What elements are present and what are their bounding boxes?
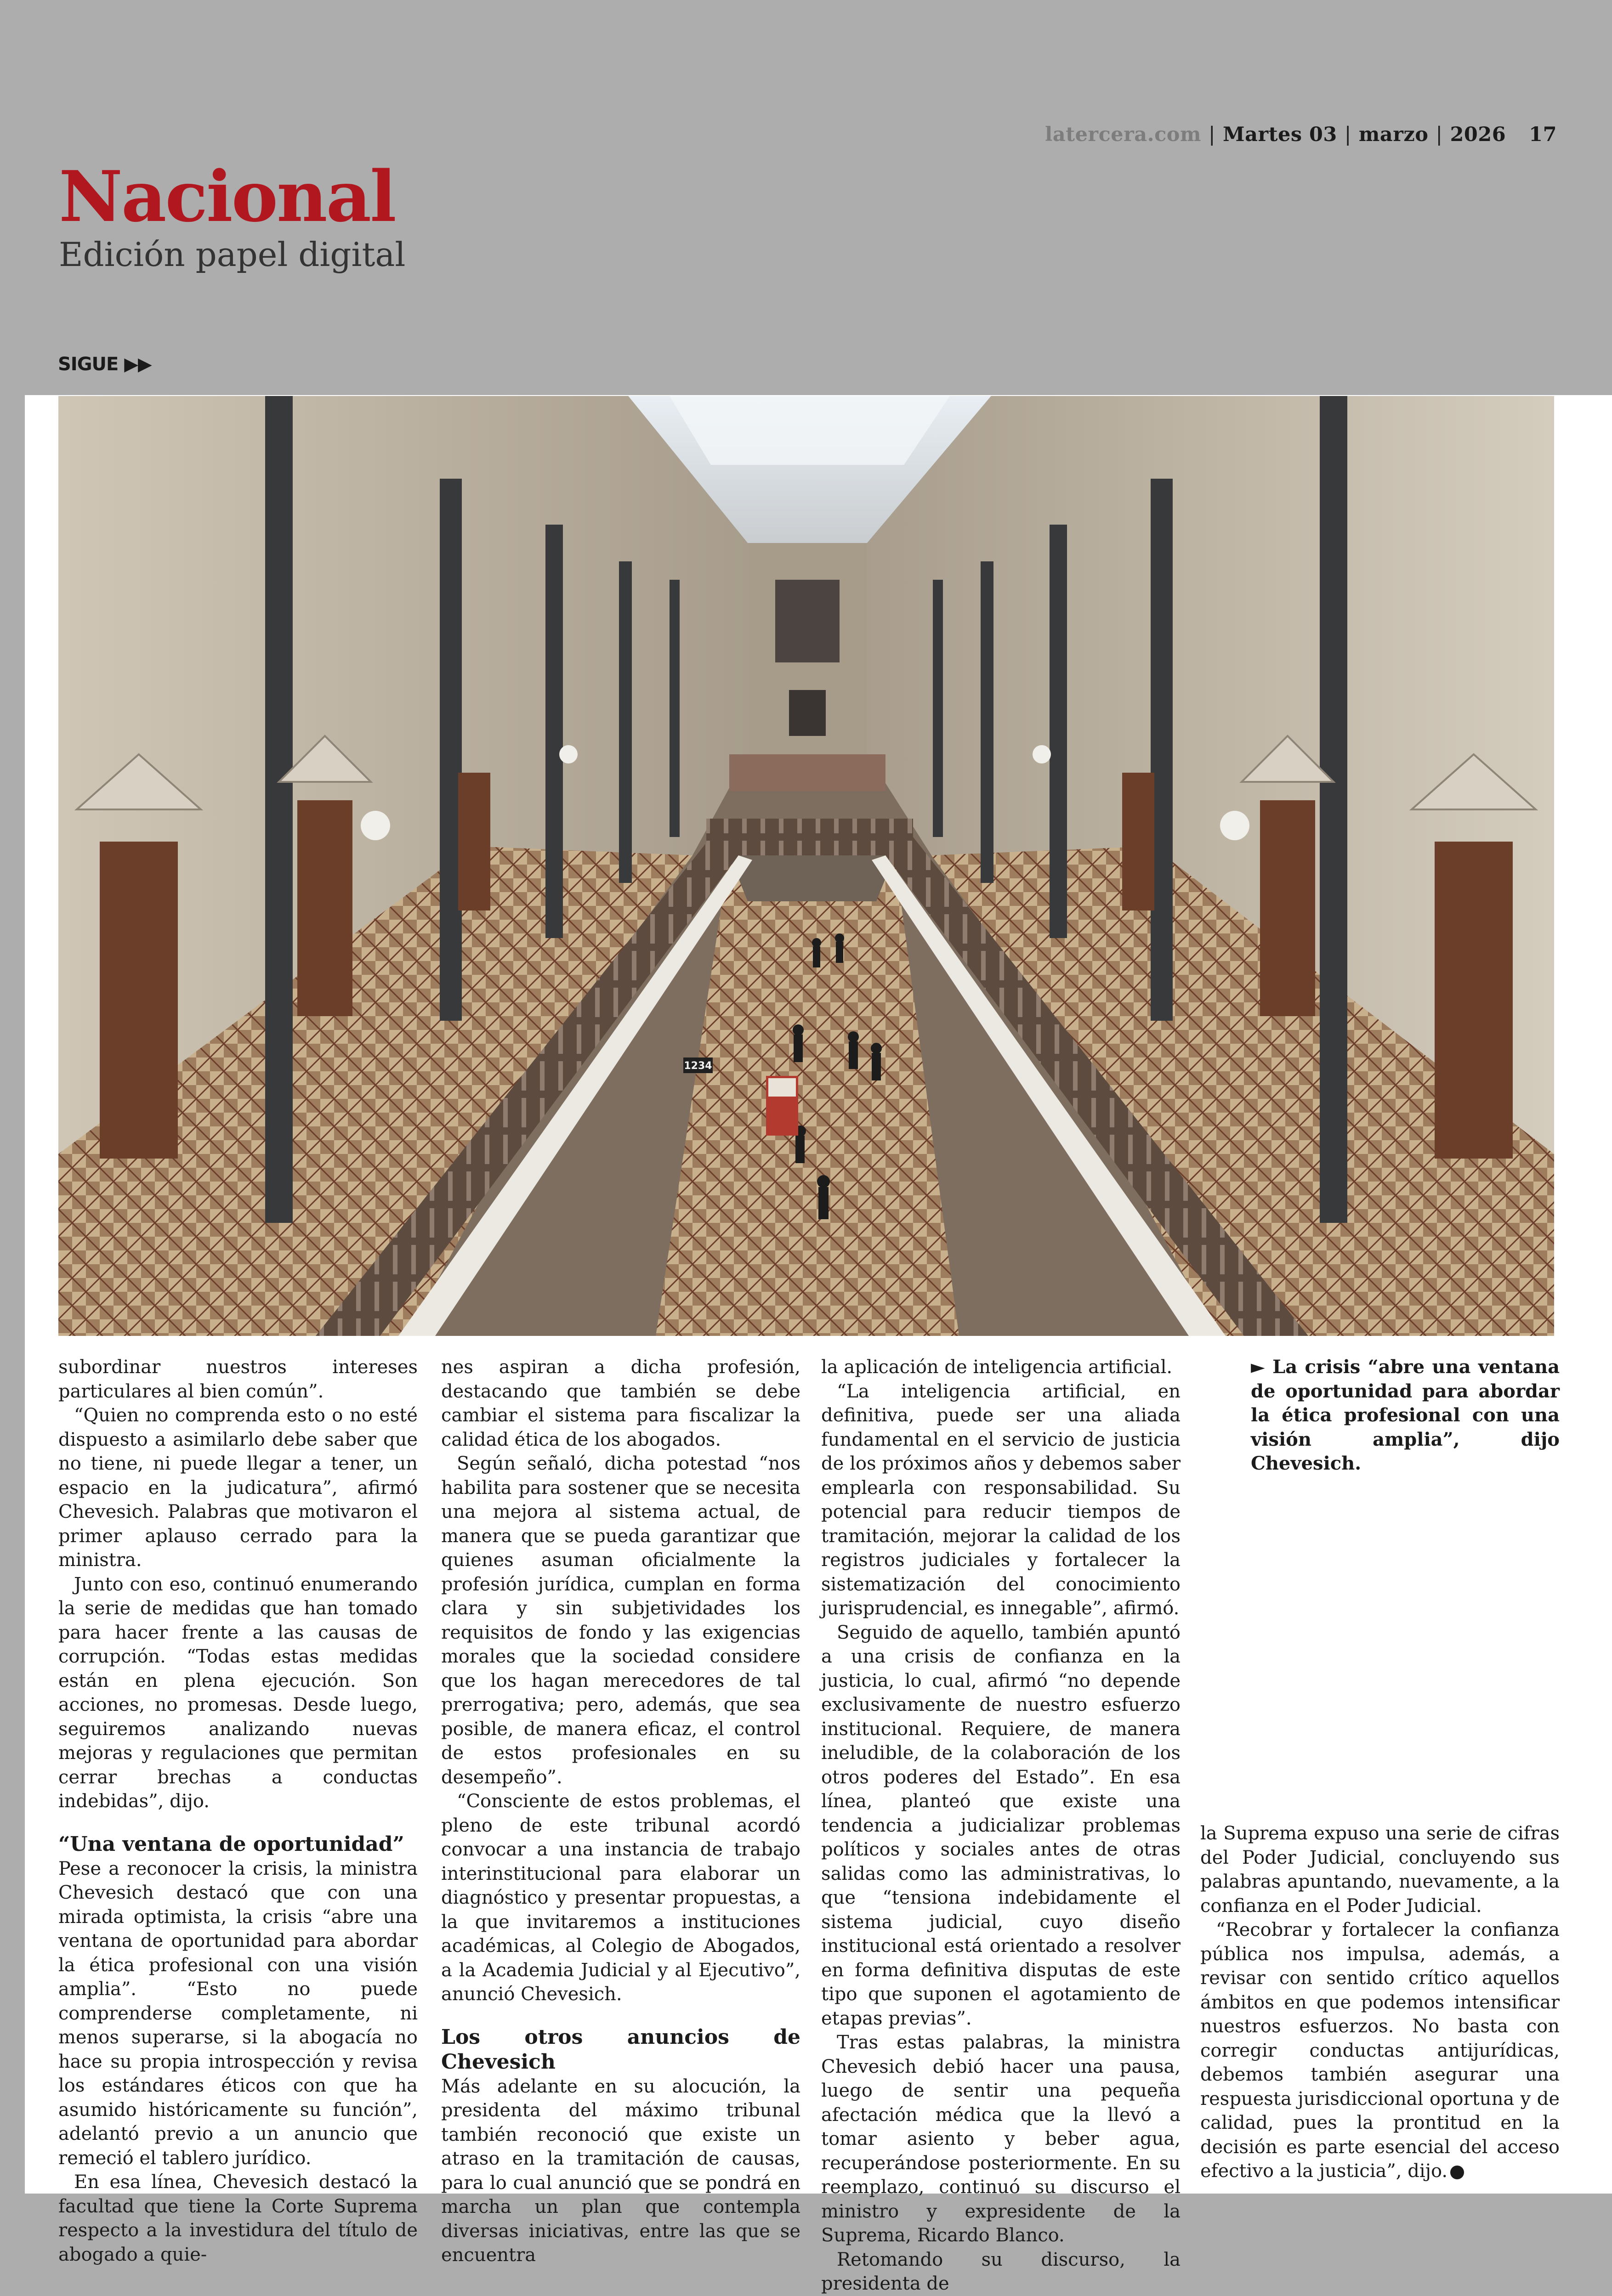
article-column-3 bbox=[821, 1355, 1181, 2296]
paragraph: la Suprema expuso una serie de cifras del Poder Judicial, concluyendo sus palabras apuntando, nuevamente, a la confianza en el Poder Judicial. bbox=[1200, 1823, 1560, 1917]
courthouse-photo bbox=[58, 396, 1554, 1336]
end-mark-icon bbox=[1450, 2166, 1464, 2179]
paragraph: Tras estas palabras, la ministra Chevesich debió hacer una pausa, luego de sentir una pequeña afectación médica que la llevó a tomar asiento y beber agua, recuperándose posteriormente. En su reemplazo, continuó su discurso el ministro y expresidente de la Suprema, Ricardo Blanco. bbox=[821, 2032, 1181, 2246]
paragraph-text: “Recobrar y fortalecer la confianza pública nos impulsa, además, a revisar con sentido crítico aquellos ámbitos en que podemos intensificar nuestros esfuerzos. No basta con corregir conductas antijurídicas, debemos también asegurar una respuesta jurisdiccional oportuna y de calidad, pues la prontitud en la decisión es parte esencial del acceso efectivo a la justicia”, dijo. bbox=[1200, 1919, 1560, 2182]
paragraph: la aplicación de inteligencia artificial. bbox=[821, 1357, 1173, 1378]
separator: | bbox=[1436, 123, 1443, 146]
site-link[interactable]: latercera.com bbox=[1045, 123, 1201, 146]
photo-caption: ► La crisis “abre una ventana de oportunidad para abordar la ética profesional con una visión amplia”, dijo Chevesich. bbox=[1251, 1356, 1560, 1474]
paragraph: nes aspiran a dicha profesión, destacando que también se debe cambiar el sistema para fiscalizar la calidad ética de los abogados. bbox=[441, 1357, 800, 1450]
paragraph: Junto con eso, continuó enumerando la serie de medidas que han tomado para hacer frente a las causas de corrupción. “Todas estas medidas están en plena ejecución. Son acciones, no promesas. Desde luego, seguiremos analizando nuevas mejoras y regulaciones que permitan cerrar brechas a conductas indebidas”, dijo. bbox=[58, 1573, 418, 1812]
paragraph bbox=[1200, 1918, 1560, 2183]
paragraph: Pese a reconocer la crisis, la ministra Chevesich destacó que con una mirada optimista, la crisis “abre una ventana de oportunidad para abordar la ética profesional con una visión amplia”. “Esto no puede comprenderse completamente, ni menos superarse, si la abogacía no hace su propia introspección y revisa los estándares éticos con que ha asumido históricamente su función”, adelantó previo a un anuncio que remeció el tablero jurídico. bbox=[58, 1858, 418, 2169]
article-column-2 bbox=[441, 1355, 800, 2268]
paragraph: Más adelante en su alocución, la presidenta del máximo tribunal también reconoció que existe un atraso en la tramitación de causas, para lo cual anunció que se pondrá en marcha un plan que contempla diversas iniciativas, entre las que se encuentra bbox=[441, 2075, 800, 2266]
paragraph: Según señaló, dicha potestad “nos habilita para sostener que se necesita una mejora al sistema actual, de manera que se pueda garantizar que quienes asuman oficialmente la profesión jurídica, cumplan en forma clara y sin subjetividades los requisitos de fondo y las exigencias morales que la sociedad considere que los hagan merecedores de tal prerrogativa; pero, además, que sea posible, de manera eficaz, el control de estos profesionales en su desempeño”. bbox=[441, 1453, 800, 1788]
article-column-4 bbox=[1200, 1821, 1560, 2183]
subheading: Los otros anuncios de Chevesich bbox=[441, 2025, 800, 2074]
paragraph: “Quien no comprenda esto o no esté dispuesto a asimilarlo debe saber que no tiene, ni puede llegar a tener, un espacio en la judicatura”, afirmó Chevesich. Palabras que motivaron el primer aplauso cerrado para la ministra. bbox=[58, 1405, 418, 1571]
issue-day: Martes 03 bbox=[1222, 123, 1337, 146]
separator: | bbox=[1208, 123, 1215, 146]
issue-month: marzo bbox=[1358, 123, 1429, 146]
subheading: “Una ventana de oportunidad” bbox=[58, 1832, 404, 1856]
section-title: Nacional bbox=[59, 155, 395, 238]
issue-year: 2026 bbox=[1450, 123, 1506, 146]
separator: | bbox=[1344, 123, 1351, 146]
article-column-1 bbox=[58, 1355, 418, 2267]
paragraph: Retomando su discurso, la presidenta de bbox=[821, 2249, 1181, 2294]
paragraph: Seguido de aquello, también apuntó a una crisis de confianza en la justicia, lo cual, afirmó “no depende exclusivamente de nuestro esfuerzo institucional. Requiere, de manera ineludible, de la colaboración de los otros poderes del Estado”. En esa línea, planteó que existe una tendencia a judicializar problemas políticos y sociales antes de otras salidas como las administrativas, lo que “tensiona indebidamente el sistema judicial, cuyo diseño institucional está orientado a resolver en forma definitiva disputas de este tipo que suponen el agotamiento de etapas previas”. bbox=[821, 1622, 1181, 2029]
paragraph: subordinar nuestros intereses particulares al bien común”. bbox=[58, 1357, 418, 1402]
continue-label[interactable]: SIGUE ▶▶ bbox=[58, 354, 152, 375]
paragraph: En esa línea, Chevesich destacó la facultad que tiene la Corte Suprema respecto a la investidura del título de abogado a quie- bbox=[58, 2172, 418, 2265]
edition-subtitle: Edición papel digital bbox=[59, 235, 406, 274]
photo-sign-label: 1234 bbox=[684, 1060, 712, 1072]
page-number: 17 bbox=[1529, 123, 1557, 146]
paragraph: “La inteligencia artificial, en definitiva, puede ser una aliada fundamental en el servicio de justicia de los próximos años y debemos saber emplearla con responsabilidad. Su potencial para reducir tiempos de tramitación, mejorar la calidad de los registros judiciales y fortalecer la sistematización del conocimiento jurisprudencial, es innegable”, afirmó. bbox=[821, 1380, 1181, 1619]
paragraph: “Consciente de estos problemas, el pleno de este tribunal acordó convocar a una instancia de trabajo interinstitucional para elaborar un diagnóstico y presentar propuestas, a la que invitaremos a instituciones académicas, al Colegio de Abogados, a la Academia Judicial y al Ejecutivo”, anunció Chevesich. bbox=[441, 1791, 800, 2005]
masthead-date-line bbox=[1045, 123, 1557, 146]
